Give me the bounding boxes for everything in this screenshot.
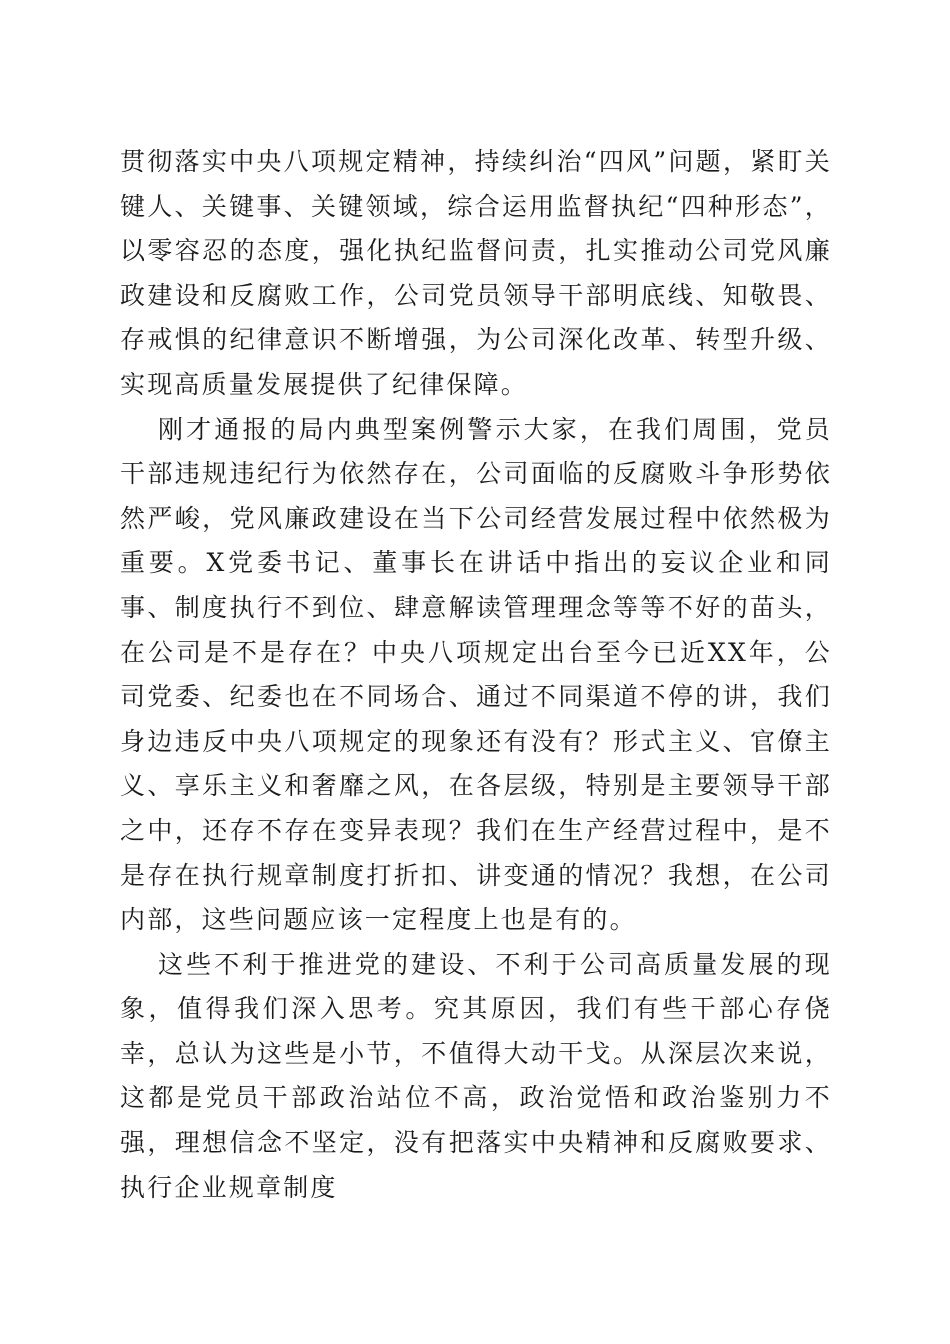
paragraph-2: 刚才通报的局内典型案例警示大家，在我们周围，党员干部违规违纪行为依然存在，公司面临的反腐败斗争形势依然严峻，党风廉政建设在当下公司经营发展过程中依然极为重要。X党委书记、董事长在讲话中指出的妄议企业和同事、制度执行不到位、肆意解读管理理念等等不好的苗头，在公司是不是存在？中央八项规定出台至今已近XX年，公司党委、纪委也在不同场合、通过不同渠道不停的讲，我们身边违反中央八项规定的现象还有没有？形式主义、官僚主义、享乐主义和奢靡之风，在各层级，特别是主要领导干部之中，还存不存在变异表现？我们在生产经营过程中，是不是存在执行规章制度打折扣、讲变通的情况？我想，在公司内部，这些问题应该一定程度上也是有的。 [120, 414, 832, 935]
body-text [120, 140, 832, 1210]
paragraph-1: 贯彻落实中央八项规定精神，持续纠治“四风”问题，紧盯关键人、关键事、关键领域，综合运用监督执纪“四种形态”，以零容忍的态度，强化执纪监督问责，扎实推动公司党风廉政建设和反腐败工作，公司党员领导干部明底线、知敬畏、存戒惧的纪律意识不断增强，为公司深化改革、转型升级、实现高质量发展提供了纪律保障。 [120, 147, 832, 399]
paragraph-3: 这些不利于推进党的建设、不利于公司高质量发展的现象，值得我们深入思考。究其原因，我们有些干部心存侥幸，总认为这些是小节，不值得大动干戈。从深层次来说，这都是党员干部政治站位不高，政治觉悟和政治鉴别力不强，理想信念不坚定，没有把落实中央精神和反腐败要求、执行企业规章制度 [120, 949, 832, 1202]
